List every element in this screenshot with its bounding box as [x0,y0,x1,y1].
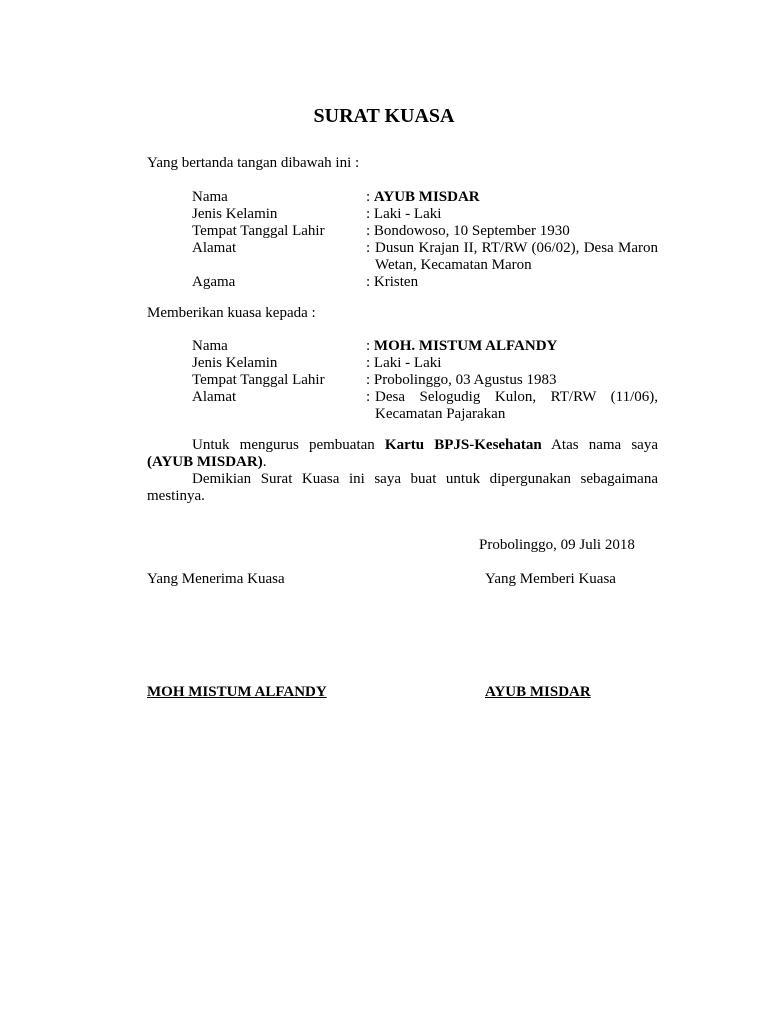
field-value: : Bondowoso, 10 September 1930 [366,223,570,239]
field-value: : Laki - Laki [366,355,442,371]
field-label: Alamat [192,389,237,405]
grantor-religion-row [192,274,658,291]
grant-intro-text: Memberikan kuasa kepada : [147,305,316,321]
purpose-owner: (AYUB MISDAR) [147,454,263,470]
field-label: Nama [192,338,228,354]
field-label: Jenis Kelamin [192,355,278,371]
field-value: : Dusun Krajan II, RT/RW (06/02), Desa Maron Wetan, Kecamatan Maron [366,240,658,273]
grantee-name: MOH. MISTUM ALFANDY [373,338,558,354]
field-value: : MOH. MISTUM ALFANDY [366,338,558,354]
intro-text: Yang bertanda tangan dibawah ini : [147,155,360,171]
receiver-signature-name: MOH MISTUM ALFANDY [147,684,327,700]
grantee-birth-row [192,372,658,389]
grantor-name-row [192,189,658,206]
grantor-name: AYUB MISDAR [373,189,480,205]
grantor-address-row [192,240,658,274]
field-value: : Desa Selogudig Kulon, RT/RW (11/06), Kecamatan Pajarakan [366,389,658,422]
grantor-gender: Laki - Laki [373,206,442,222]
grantee-gender-row [192,355,658,372]
place-date: Probolinggo, 09 Juli 2018 [479,537,635,553]
grantee-address: Desa Selogudig Kulon, RT/RW (11/06), Kecamatan Pajarakan [375,389,658,422]
grantor-birth: Bondowoso, 10 September 1930 [373,223,570,239]
purpose-paragraph [147,437,658,471]
field-label: Tempat Tanggal Lahir [192,372,325,388]
grantee-gender: Laki - Laki [373,355,442,371]
closing-paragraph: Demikian Surat Kuasa ini saya buat untuk dipergunakan sebagaimana mestinya. [147,471,658,504]
field-label: Agama [192,274,236,290]
giver-label: Yang Memberi Kuasa [485,571,616,587]
grantee-birth: Probolinggo, 03 Agustus 1983 [373,372,557,388]
grantee-address-row [192,389,658,423]
field-label: Nama [192,189,228,205]
grantor-gender-row [192,206,658,223]
purpose-text: . [262,454,267,470]
giver-signature-name: AYUB MISDAR [485,684,591,700]
receiver-label: Yang Menerima Kuasa [147,571,285,587]
grantor-religion: Kristen [373,274,419,290]
grantor-birth-row [192,223,658,240]
purpose-card: Kartu BPJS-Kesehatan [384,437,542,453]
field-value: : AYUB MISDAR [366,189,480,205]
grantee-name-row [192,338,658,355]
field-label: Jenis Kelamin [192,206,278,222]
field-label: Alamat [192,240,237,256]
field-label: Tempat Tanggal Lahir [192,223,325,239]
purpose-text: Atas nama saya [541,437,659,453]
document-title: SURAT KUASA [313,105,455,127]
purpose-text: Untuk mengurus pembuatan [192,437,385,453]
field-value: : Laki - Laki [366,206,442,222]
field-value: : Kristen [366,274,419,290]
grantor-address: Dusun Krajan II, RT/RW (06/02), Desa Maron Wetan, Kecamatan Maron [375,240,658,273]
field-value: : Probolinggo, 03 Agustus 1983 [366,372,557,388]
